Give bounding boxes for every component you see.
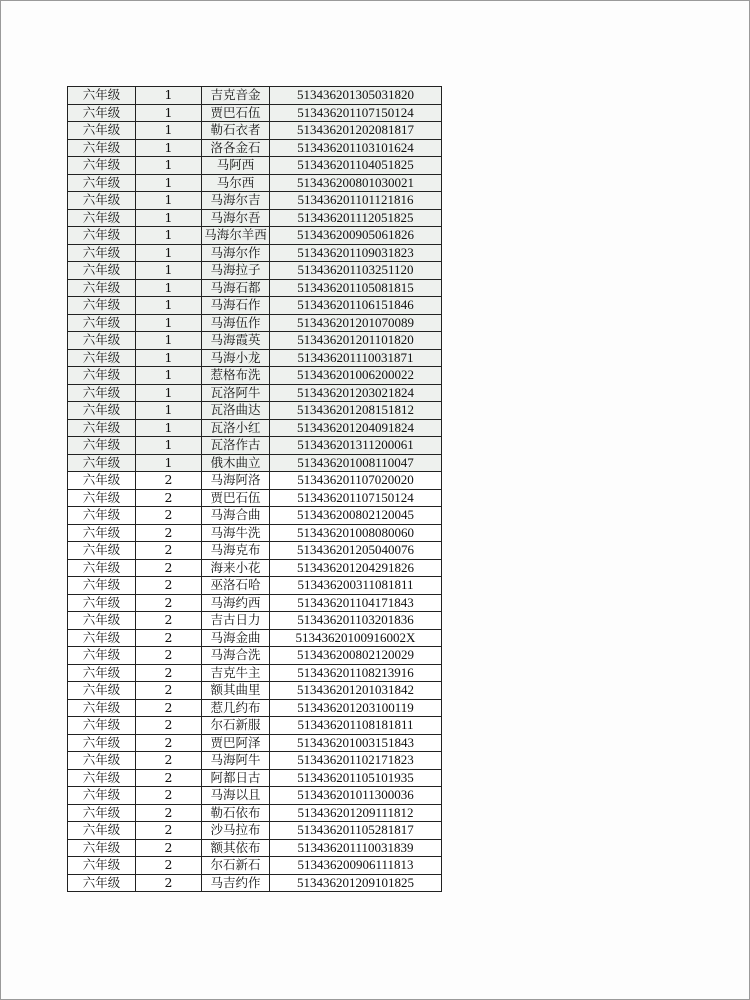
class-cell: 1 — [136, 437, 202, 455]
name-cell: 马海拉子 — [202, 262, 270, 280]
class-cell: 1 — [136, 157, 202, 175]
table-row — [68, 262, 442, 280]
grade-cell: 六年级 — [68, 384, 136, 402]
grade-cell: 六年级 — [68, 542, 136, 560]
name-cell: 俄木曲立 — [202, 454, 270, 472]
id-number-cell: 513436201105281817 — [270, 822, 442, 840]
table-row — [68, 227, 442, 245]
class-cell: 2 — [136, 629, 202, 647]
grade-cell: 六年级 — [68, 839, 136, 857]
id-number-cell: 513436201107020020 — [270, 472, 442, 490]
class-cell: 1 — [136, 332, 202, 350]
grade-cell: 六年级 — [68, 734, 136, 752]
name-cell: 阿都日古 — [202, 769, 270, 787]
table-row — [68, 594, 442, 612]
grade-cell: 六年级 — [68, 857, 136, 875]
class-cell: 2 — [136, 717, 202, 735]
class-cell: 1 — [136, 419, 202, 437]
id-number-cell: 513436201008080060 — [270, 524, 442, 542]
class-cell: 2 — [136, 839, 202, 857]
name-cell: 马尔西 — [202, 174, 270, 192]
table-row — [68, 857, 442, 875]
grade-cell: 六年级 — [68, 577, 136, 595]
table-row — [68, 384, 442, 402]
grade-cell: 六年级 — [68, 209, 136, 227]
grade-cell: 六年级 — [68, 367, 136, 385]
id-number-cell: 513436201103251120 — [270, 262, 442, 280]
name-cell: 额其曲里 — [202, 682, 270, 700]
grade-cell: 六年级 — [68, 629, 136, 647]
class-cell: 2 — [136, 822, 202, 840]
class-cell: 1 — [136, 402, 202, 420]
table-row — [68, 454, 442, 472]
table-row — [68, 839, 442, 857]
grade-cell: 六年级 — [68, 122, 136, 140]
grade-cell: 六年级 — [68, 192, 136, 210]
id-number-cell: 513436201109031823 — [270, 244, 442, 262]
class-cell: 1 — [136, 279, 202, 297]
id-number-cell: 513436201110031871 — [270, 349, 442, 367]
table-row — [68, 139, 442, 157]
table-row — [68, 279, 442, 297]
name-cell: 马海霞英 — [202, 332, 270, 350]
name-cell: 吉古日力 — [202, 612, 270, 630]
table-row — [68, 629, 442, 647]
grade-cell: 六年级 — [68, 559, 136, 577]
id-number-cell: 513436201201031842 — [270, 682, 442, 700]
grade-cell: 六年级 — [68, 822, 136, 840]
class-cell: 1 — [136, 454, 202, 472]
table-row — [68, 524, 442, 542]
class-cell: 2 — [136, 577, 202, 595]
id-number-cell: 513436201311200061 — [270, 437, 442, 455]
id-number-cell: 513436201201070089 — [270, 314, 442, 332]
id-number-cell: 513436200802120045 — [270, 507, 442, 525]
class-cell: 1 — [136, 87, 202, 105]
name-cell: 惹几约布 — [202, 699, 270, 717]
name-cell: 贾巴石伍 — [202, 104, 270, 122]
class-cell: 2 — [136, 559, 202, 577]
id-number-cell: 513436201011300036 — [270, 787, 442, 805]
table-row — [68, 472, 442, 490]
id-number-cell: 513436201209111812 — [270, 804, 442, 822]
id-number-cell: 513436201209101825 — [270, 874, 442, 892]
grade-cell: 六年级 — [68, 699, 136, 717]
table-row — [68, 314, 442, 332]
name-cell: 马吉约作 — [202, 874, 270, 892]
id-number-cell: 51343620100916002X — [270, 629, 442, 647]
name-cell: 马海阿洛 — [202, 472, 270, 490]
roster-body — [68, 87, 442, 892]
grade-cell: 六年级 — [68, 297, 136, 315]
class-cell: 2 — [136, 524, 202, 542]
table-row — [68, 332, 442, 350]
name-cell: 吉克牛主 — [202, 664, 270, 682]
grade-cell: 六年级 — [68, 769, 136, 787]
class-cell: 1 — [136, 227, 202, 245]
id-number-cell: 513436201201101820 — [270, 332, 442, 350]
id-number-cell: 513436201208151812 — [270, 402, 442, 420]
name-cell: 勒石依布 — [202, 804, 270, 822]
name-cell: 马海尔吾 — [202, 209, 270, 227]
id-number-cell: 513436201102171823 — [270, 752, 442, 770]
id-number-cell: 513436201202081817 — [270, 122, 442, 140]
class-cell: 1 — [136, 262, 202, 280]
class-cell: 1 — [136, 314, 202, 332]
id-number-cell: 513436201104051825 — [270, 157, 442, 175]
grade-cell: 六年级 — [68, 874, 136, 892]
grade-cell: 六年级 — [68, 524, 136, 542]
name-cell: 贾巴阿泽 — [202, 734, 270, 752]
table-row — [68, 787, 442, 805]
name-cell: 马海合洗 — [202, 647, 270, 665]
id-number-cell: 513436201105081815 — [270, 279, 442, 297]
id-number-cell: 513436200905061826 — [270, 227, 442, 245]
table-row — [68, 244, 442, 262]
grade-cell: 六年级 — [68, 157, 136, 175]
class-cell: 2 — [136, 542, 202, 560]
table-row — [68, 577, 442, 595]
name-cell: 马海阿牛 — [202, 752, 270, 770]
class-cell: 2 — [136, 804, 202, 822]
grade-cell: 六年级 — [68, 332, 136, 350]
name-cell: 吉克音金 — [202, 87, 270, 105]
grade-cell: 六年级 — [68, 682, 136, 700]
grade-cell: 六年级 — [68, 139, 136, 157]
name-cell: 马海伍作 — [202, 314, 270, 332]
class-cell: 2 — [136, 472, 202, 490]
id-number-cell: 513436201003151843 — [270, 734, 442, 752]
table-row — [68, 734, 442, 752]
id-number-cell: 513436201107150124 — [270, 104, 442, 122]
id-number-cell: 513436201204091824 — [270, 419, 442, 437]
table-row — [68, 367, 442, 385]
table-row — [68, 122, 442, 140]
name-cell: 马海牛洗 — [202, 524, 270, 542]
table-row — [68, 559, 442, 577]
class-cell: 2 — [136, 769, 202, 787]
table-row — [68, 874, 442, 892]
id-number-cell: 513436201305031820 — [270, 87, 442, 105]
name-cell: 马阿西 — [202, 157, 270, 175]
class-cell: 1 — [136, 209, 202, 227]
class-cell: 2 — [136, 647, 202, 665]
id-number-cell: 513436201006200022 — [270, 367, 442, 385]
id-number-cell: 513436201008110047 — [270, 454, 442, 472]
class-cell: 2 — [136, 857, 202, 875]
name-cell: 洛各金石 — [202, 139, 270, 157]
grade-cell: 六年级 — [68, 787, 136, 805]
class-cell: 2 — [136, 874, 202, 892]
name-cell: 惹格布洗 — [202, 367, 270, 385]
name-cell: 贾巴石伍 — [202, 489, 270, 507]
name-cell: 马海石都 — [202, 279, 270, 297]
table-row — [68, 699, 442, 717]
table-row — [68, 489, 442, 507]
name-cell: 海来小花 — [202, 559, 270, 577]
table-row — [68, 402, 442, 420]
grade-cell: 六年级 — [68, 227, 136, 245]
table-row — [68, 612, 442, 630]
grade-cell: 六年级 — [68, 437, 136, 455]
table-row — [68, 507, 442, 525]
table-row — [68, 419, 442, 437]
id-number-cell: 513436201103101624 — [270, 139, 442, 157]
id-number-cell: 513436201203021824 — [270, 384, 442, 402]
grade-cell: 六年级 — [68, 262, 136, 280]
table-row — [68, 647, 442, 665]
class-cell: 2 — [136, 612, 202, 630]
grade-cell: 六年级 — [68, 402, 136, 420]
class-cell: 1 — [136, 244, 202, 262]
grade-cell: 六年级 — [68, 752, 136, 770]
table-row — [68, 349, 442, 367]
student-roster-table — [67, 86, 442, 892]
id-number-cell: 513436200801030021 — [270, 174, 442, 192]
name-cell: 马海尔吉 — [202, 192, 270, 210]
id-number-cell: 513436201108181811 — [270, 717, 442, 735]
id-number-cell: 513436201108213916 — [270, 664, 442, 682]
name-cell: 马海以且 — [202, 787, 270, 805]
id-number-cell: 513436201101121816 — [270, 192, 442, 210]
class-cell: 1 — [136, 104, 202, 122]
grade-cell: 六年级 — [68, 647, 136, 665]
grade-cell: 六年级 — [68, 87, 136, 105]
name-cell: 马海尔作 — [202, 244, 270, 262]
grade-cell: 六年级 — [68, 349, 136, 367]
class-cell: 2 — [136, 699, 202, 717]
table-row — [68, 87, 442, 105]
id-number-cell: 513436201103201836 — [270, 612, 442, 630]
name-cell: 马海合曲 — [202, 507, 270, 525]
name-cell: 尔石新石 — [202, 857, 270, 875]
id-number-cell: 513436201205040076 — [270, 542, 442, 560]
grade-cell: 六年级 — [68, 664, 136, 682]
grade-cell: 六年级 — [68, 174, 136, 192]
grade-cell: 六年级 — [68, 594, 136, 612]
id-number-cell: 513436200311081811 — [270, 577, 442, 595]
grade-cell: 六年级 — [68, 314, 136, 332]
id-number-cell: 513436201104171843 — [270, 594, 442, 612]
table-row — [68, 192, 442, 210]
id-number-cell: 513436201203100119 — [270, 699, 442, 717]
name-cell: 巫洛石哈 — [202, 577, 270, 595]
id-number-cell: 513436201106151846 — [270, 297, 442, 315]
grade-cell: 六年级 — [68, 472, 136, 490]
id-number-cell: 513436201107150124 — [270, 489, 442, 507]
table-row — [68, 209, 442, 227]
class-cell: 2 — [136, 682, 202, 700]
table-row — [68, 769, 442, 787]
id-number-cell: 513436200906111813 — [270, 857, 442, 875]
name-cell: 瓦洛曲达 — [202, 402, 270, 420]
table-row — [68, 822, 442, 840]
grade-cell: 六年级 — [68, 717, 136, 735]
grade-cell: 六年级 — [68, 244, 136, 262]
name-cell: 瓦洛小红 — [202, 419, 270, 437]
class-cell: 2 — [136, 489, 202, 507]
name-cell: 额其依布 — [202, 839, 270, 857]
grade-cell: 六年级 — [68, 419, 136, 437]
id-number-cell: 513436201105101935 — [270, 769, 442, 787]
name-cell: 尔石新服 — [202, 717, 270, 735]
grade-cell: 六年级 — [68, 804, 136, 822]
name-cell: 沙马拉布 — [202, 822, 270, 840]
name-cell: 马海金曲 — [202, 629, 270, 647]
table-row — [68, 437, 442, 455]
grade-cell: 六年级 — [68, 279, 136, 297]
id-number-cell: 513436201204291826 — [270, 559, 442, 577]
table-row — [68, 752, 442, 770]
name-cell: 瓦洛阿牛 — [202, 384, 270, 402]
grade-cell: 六年级 — [68, 454, 136, 472]
name-cell: 勒石衣者 — [202, 122, 270, 140]
table-row — [68, 174, 442, 192]
grade-cell: 六年级 — [68, 489, 136, 507]
table-row — [68, 804, 442, 822]
class-cell: 1 — [136, 139, 202, 157]
id-number-cell: 513436201110031839 — [270, 839, 442, 857]
table-row — [68, 682, 442, 700]
class-cell: 1 — [136, 349, 202, 367]
name-cell: 瓦洛作古 — [202, 437, 270, 455]
id-number-cell: 513436201112051825 — [270, 209, 442, 227]
name-cell: 马海克布 — [202, 542, 270, 560]
class-cell: 2 — [136, 752, 202, 770]
grade-cell: 六年级 — [68, 104, 136, 122]
name-cell: 马海石作 — [202, 297, 270, 315]
class-cell: 2 — [136, 507, 202, 525]
class-cell: 2 — [136, 787, 202, 805]
table-row — [68, 664, 442, 682]
grade-cell: 六年级 — [68, 507, 136, 525]
class-cell: 1 — [136, 367, 202, 385]
table-row — [68, 297, 442, 315]
class-cell: 1 — [136, 384, 202, 402]
name-cell: 马海小龙 — [202, 349, 270, 367]
class-cell: 1 — [136, 192, 202, 210]
table-row — [68, 542, 442, 560]
class-cell: 1 — [136, 174, 202, 192]
table-row — [68, 104, 442, 122]
grade-cell: 六年级 — [68, 612, 136, 630]
class-cell: 2 — [136, 664, 202, 682]
name-cell: 马海约西 — [202, 594, 270, 612]
class-cell: 1 — [136, 297, 202, 315]
name-cell: 马海尔羊西 — [202, 227, 270, 245]
id-number-cell: 513436200802120029 — [270, 647, 442, 665]
class-cell: 2 — [136, 594, 202, 612]
class-cell: 2 — [136, 734, 202, 752]
class-cell: 1 — [136, 122, 202, 140]
table-row — [68, 157, 442, 175]
table-row — [68, 717, 442, 735]
